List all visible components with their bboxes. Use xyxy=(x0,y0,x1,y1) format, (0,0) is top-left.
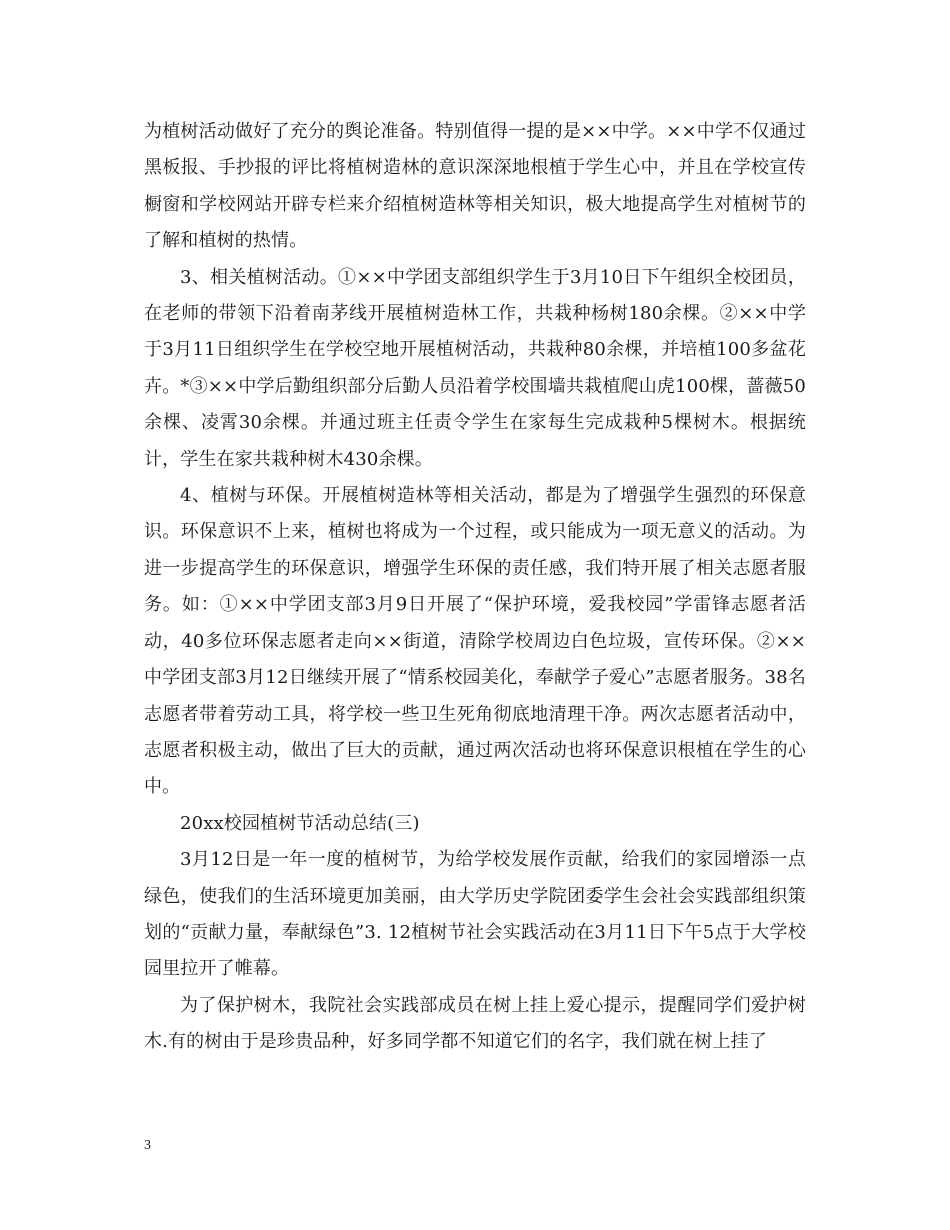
section-heading: 20xx校园植树节活动总结(三) xyxy=(180,812,420,834)
paragraph-protect-trees: 为了保护树木，我院社会实践部成员在树上挂上爱心提示，提醒同学们爱护树木.有的树由于是珍贵品种，好多同学都不知道它们的名字，我们就在树上挂了 xyxy=(144,994,806,1053)
paragraph-continuation: 为植树活动做好了充分的舆论准备。特别值得一提的是××中学。××中学不仅通过黑板报、手抄报的评比将植树造林的意识深深地根植于学生心中，并且在学校宣传橱窗和学校网站开辟专栏来介绍植树造林等相关知识，极大地提高学生对植树节的了解和植树的热情。 xyxy=(144,121,806,252)
paragraph-planting-activities: 3、相关植树活动。①××中学团支部组织学生于3月10日下午组织全校团员，在老师的带领下沿着南茅线开展植树造林工作，共栽种杨树180余棵。②××中学于3月11日组织学生在学校空地开展植树活动，共栽种80余棵，并培植100多盆花卉。*③××中学后勤组织部分后勤人员沿着学校围墙共栽植爬山虎100棵，蔷薇50余棵、凌霄30余棵。并通过班主任责令学生在家每生完成栽种5棵树木。根据统计，学生在家共栽种树木430余棵。 xyxy=(144,266,806,470)
document-body xyxy=(144,114,806,1061)
paragraph-arbor-day-intro: 3月12日是一年一度的植树节，为给学校发展作贡献，给我们的家园增添一点绿色，使我们的生活环境更加美丽，由大学历史学院团委学生会社会实践部组织策划的“贡献力量，奉献绿色”3. 12植树节社会实践活动在3月11日下午5点于大学校园里拉开了帷幕。 xyxy=(144,849,806,980)
paragraph-planting-and-environment: 4、植树与环保。开展植树造林等相关活动，都是为了增强学生强烈的环保意识。环保意识不上来，植树也将成为一个过程，或只能成为一项无意义的活动。为进一步提高学生的环保意识，增强学生环保的责任感，我们特开展了相关志愿者服务。如：①××中学团支部3月9日开展了“保护环境，爱我校园”学雷锋志愿者活动，40多位环保志愿者走向××街道，清除学校周边白色垃圾，宣传环保。②××中学团支部3月12日继续开展了“情系校园美化，奉献学子爱心”志愿者服务。38名志愿者带着劳动工具，将学校一些卫生死角彻底地清理干净。两次志愿者活动中，志愿者积极主动，做出了巨大的贡献，通过两次活动也将环保意识根植在学生的心中。 xyxy=(144,485,806,798)
page-number: 3 xyxy=(144,1138,151,1153)
